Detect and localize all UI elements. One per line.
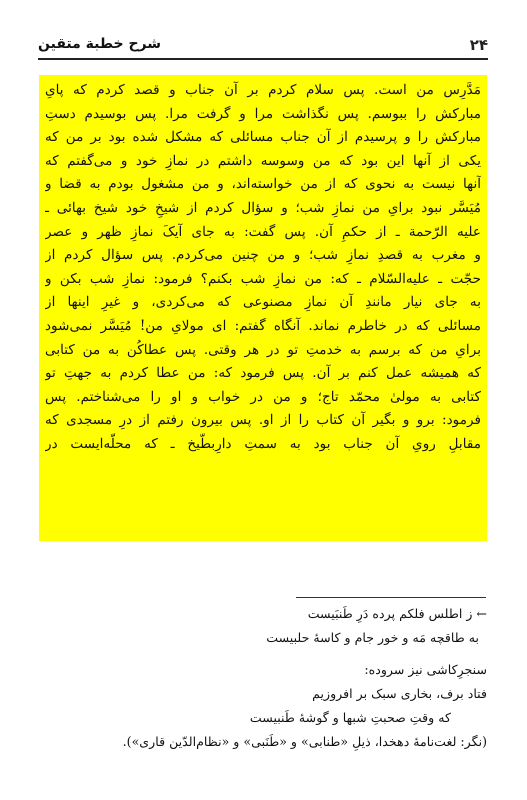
text-line: علیه الرّحمة ـ از حکمِ آن. پس گفت: به جای آیکَ نمازِ ظهر و عصر xyxy=(45,223,481,240)
highlighted-main-text xyxy=(39,75,487,541)
text-line: مَدَّرِس من است. پس سلام کردم بر آن جناب و قصد کردم که پایِ xyxy=(45,82,481,98)
text-line: مبارکش را ببوسم. پس نگذاشت مرا و گرفت مرا. پس بوسیدم دستِ xyxy=(45,105,481,122)
text-line: و مغرب به قصدِ نمازِ شب؛ و من چنین می‌کردم. پس سؤال کردم از xyxy=(45,247,481,264)
footnote-text-line: سنجرِکاشی نیز سروده: xyxy=(364,662,487,677)
text-line: یکی از آنها این بود که من وسوسه داشتم در نمازِ خود و می‌گفتم که xyxy=(45,152,481,169)
running-title: شرح خطبة متقین xyxy=(38,36,162,52)
footnotes xyxy=(39,603,487,763)
text-line: به جای نیار مانندِ آن نمازِ مصنوعی که می‌کردی، و غیرِ اینها از xyxy=(45,294,481,311)
text-line: مُیَسَّر نبود برایِ من نمازِ شب؛ و سؤال کردم از شیخِ خود شیخ بهائی ـ xyxy=(45,199,481,216)
footnote-separator xyxy=(296,597,486,598)
footnote-verse-line: که وقتِ صحبتِ شبها و گوشهٔ طَنبیست xyxy=(249,710,451,725)
text-line: که همیشه عمل کنم بر آن. پس فرمود که: من عطا کردم به جهتِ تو xyxy=(45,365,481,382)
text-line: مبارکش را و پرسیدم از آن جناب مسائلی که مشکل شده بود بر من که xyxy=(45,129,481,146)
header-rule xyxy=(38,58,488,60)
footnote-verse-line: به طاقچه مَه و خور جام و کاسهٔ حلبیست xyxy=(266,630,479,645)
page-number: ۲۴ xyxy=(469,36,488,54)
text-line: مقابلِ رویِ آن جناب بود به سمتِ دارِبطّیخ ـ که محلّه‌ایست در xyxy=(45,435,481,452)
text-line: فرمود: برو و بگیر آن کتاب را از او. پس بیرون رفتم از درِ مسجدی که xyxy=(45,412,481,429)
text-line: آنها نیست به نحوی که از من خواسته‌اند، و من مشغول بودم به قضا و xyxy=(45,176,481,193)
footnote-citation: (نگر: لغت‌نامهٔ دهخدا، ذیلِ «طنابی» و «طَنَبی» و «نظام‌الدّین قاری»). xyxy=(122,734,487,749)
text-line: مسائلی که در خاطرم نماند. آنگاه گفتم: ای مولایِ من! مُیَسَّر نمی‌شود xyxy=(45,317,481,334)
footnote-verse-line: فتاد برف، بخاری سبک بر افروزیم xyxy=(312,686,487,701)
text-line: برایِ من که برسم به خدمتِ تو در هر وقتی. پس عطاکُن به من کتابی xyxy=(45,341,481,358)
text-line: کتابی به مولیٰ محمّد تاج؛ و من در خواب و او را می‌شناختم. پس xyxy=(45,388,481,405)
footnote-verse-line: ← ز اطلس فلکم پرده دَرِ طَنبَیست xyxy=(307,606,487,621)
text-line: حجّت ـ علیه‌السّلام ـ که: من نمازِ شب بکنم؟ فرمود: نمازِ شب بکن و xyxy=(45,270,481,287)
